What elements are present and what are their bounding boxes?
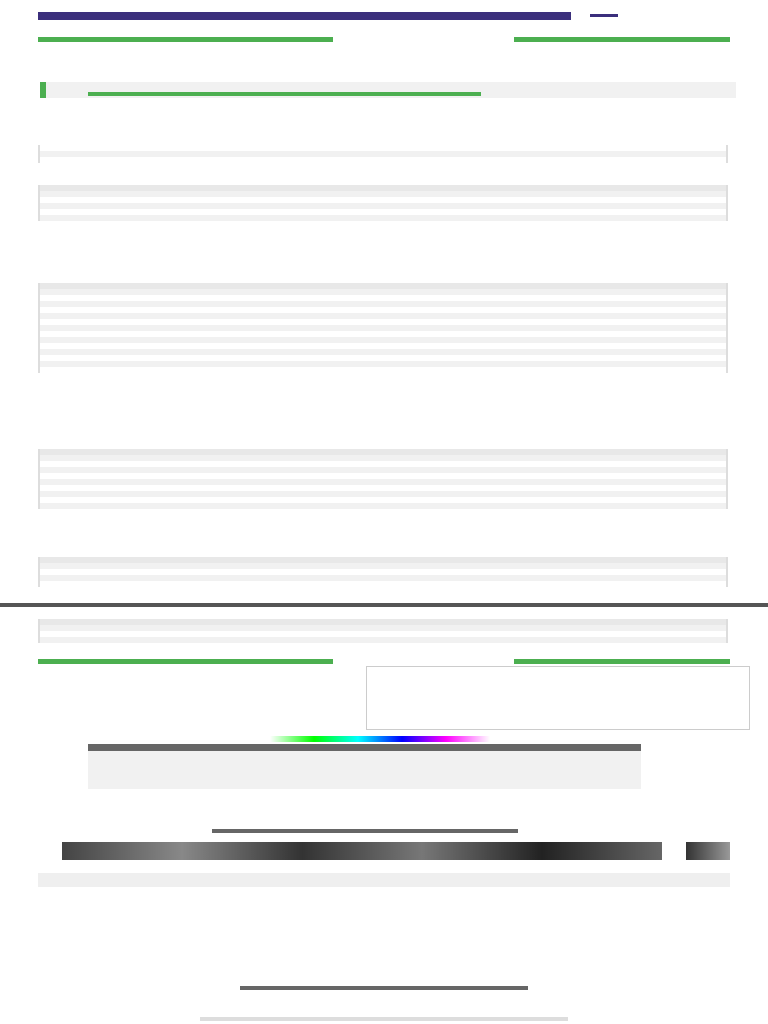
example-box [40, 82, 736, 98]
site-logo[interactable] [40, 0, 720, 10]
top-banner-ad[interactable] [38, 12, 571, 20]
color-picker-bar [88, 744, 641, 751]
footer-divider [240, 986, 528, 990]
header-link-icon [590, 14, 618, 17]
object-methods-table [38, 619, 728, 643]
table-row [39, 157, 727, 163]
footer-copyright-bar [200, 1017, 568, 1021]
color-spectrum[interactable] [270, 736, 490, 742]
color-picker-list [88, 751, 641, 789]
methods-table [38, 283, 728, 373]
previous-button-bottom[interactable] [38, 659, 333, 664]
next-button[interactable] [514, 37, 730, 42]
community-divider [212, 829, 518, 833]
properties-table [38, 185, 728, 221]
ad-box[interactable] [366, 666, 750, 730]
object-properties-table [38, 557, 728, 587]
footer-band [38, 873, 730, 887]
table-row [39, 637, 727, 643]
quantifiers-table [38, 449, 728, 509]
table-row [39, 367, 727, 373]
next-button-bottom[interactable] [514, 659, 730, 664]
table-row [39, 215, 727, 221]
table-row [39, 581, 727, 587]
promo-image[interactable] [62, 842, 662, 860]
definition-section [40, 100, 730, 106]
table-row [39, 503, 727, 509]
section-divider [0, 603, 768, 607]
try-it-button[interactable] [88, 92, 481, 96]
promo-image-secondary[interactable] [686, 842, 730, 860]
header-link[interactable] [590, 12, 730, 20]
definition-table [38, 145, 728, 163]
previous-button[interactable] [38, 37, 333, 42]
